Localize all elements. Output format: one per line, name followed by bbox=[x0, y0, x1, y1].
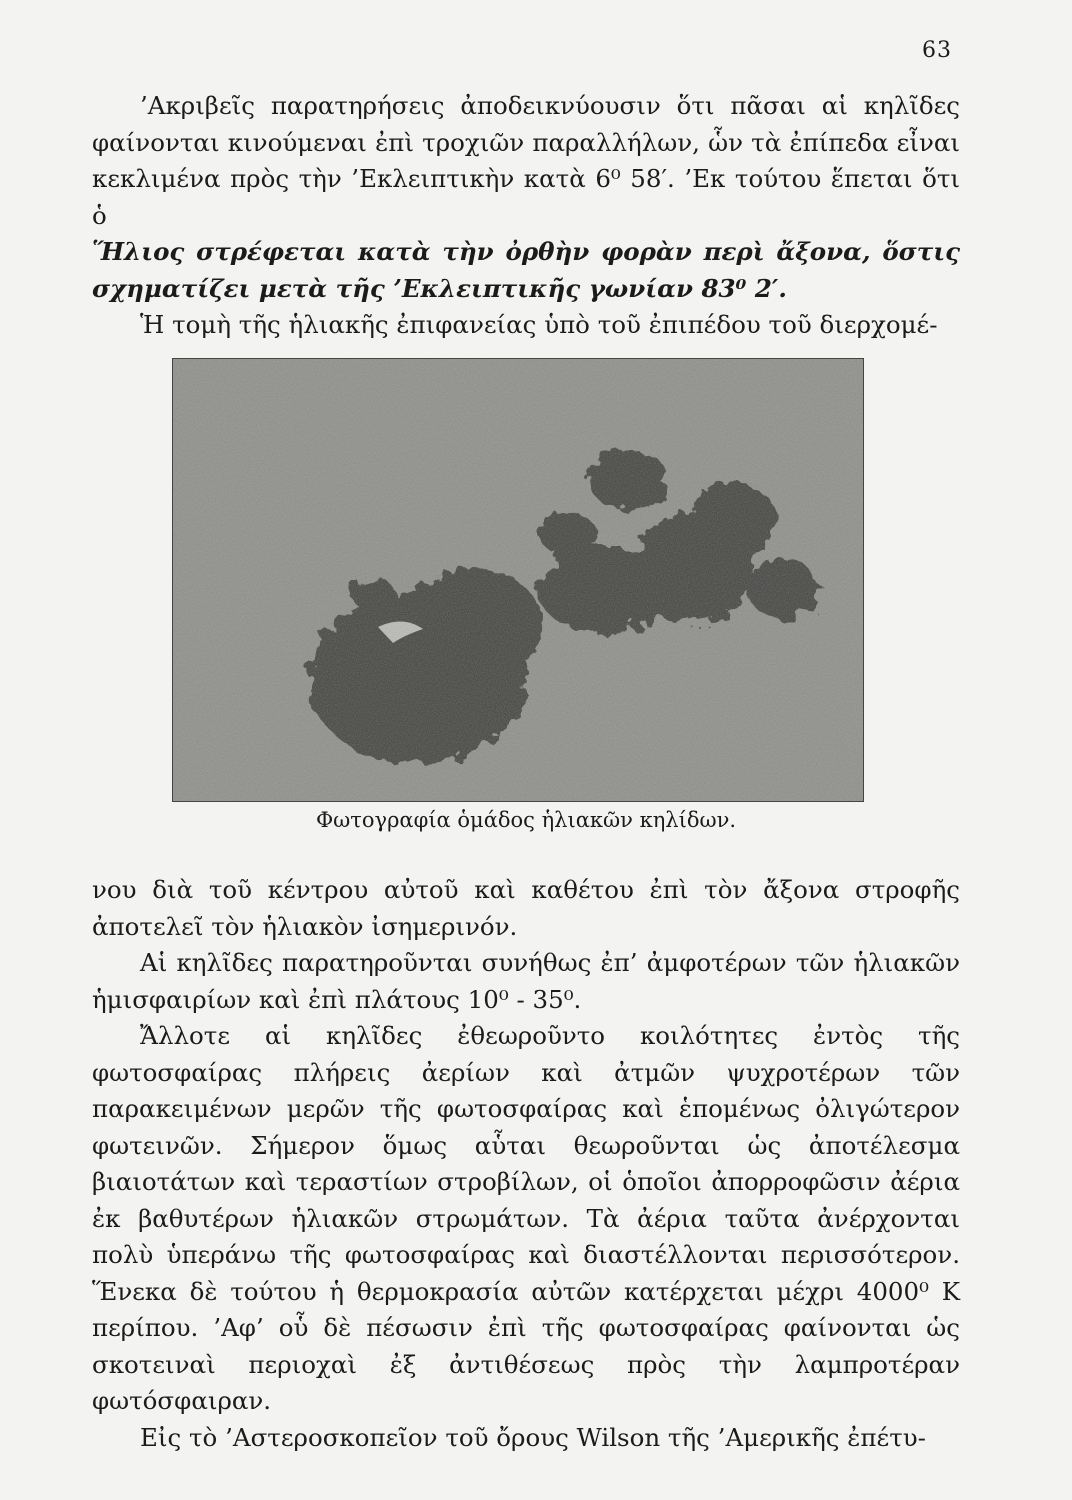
top-text-block bbox=[92, 88, 960, 344]
figure-caption: Φωτογραφία ὁμάδος ἡλιακῶν κηλίδων. bbox=[315, 808, 737, 832]
paragraph-solar-section: Ἡ τομὴ τῆς ἡλιακῆς ἐπιφανείας ὑπὸ τοῦ ἐπιπέδου τοῦ διερχομέ- bbox=[140, 310, 938, 339]
paragraph-sun-rotation: Ἥλιος στρέφεται κατὰ τὴν ὀρθὴν φορὰν περὶ ἄξονα, ὅστις σχηματίζει μετὰ τῆς ’Εκλειπτικῆς γωνίαν 83⁰ 2′. bbox=[92, 237, 960, 303]
sunspot-photo bbox=[172, 358, 864, 802]
page-number: 63 bbox=[922, 38, 952, 63]
paragraph-solar-equator: νου διὰ τοῦ κέντρου αὐτοῦ καὶ καθέτου ἐπὶ τὸν ἄξονα στροφῆς ἀποτελεῖ τὸν ἡλιακὸν ἰσημερινόν. bbox=[92, 875, 960, 941]
paragraph-theory: Ἄλλοτε αἱ κηλῖδες ἐθεωροῦντο κοιλότητες ἐντὸς τῆς φωτοσφαίρας πλήρεις ἀερίων καὶ ἀτμῶν ψυχροτέρων τῶν παρακειμένων μερῶν τῆς φωτοσφαίρας καὶ ἑπομένως ὀλιγώτερον φωτεινῶν. Σήμερον ὅμως αὗται θεωροῦνται ὡς ἀποτέλεσμα βιαιοτάτων καὶ τεραστίων στροβίλων, οἱ ὁποῖοι ἀπορροφῶσιν ἀέρια ἐκ βαθυτέρων ἡλιακῶν στρωμάτων. Τὰ ἀέρια ταῦτα ἀνέρχονται πολὺ ὑπεράνω τῆς φωτοσφαίρας καὶ διαστέλλονται περισσότερον. Ἕνεκα δὲ τούτου ἡ θερμοκρασία αὐτῶν κατέρχεται μέχρι 4000⁰ K περίπου. ’Αφ’ οὗ δὲ πέσωσιν ἐπὶ τῆς φωτοσφαίρας φαίνονται ὡς σκοτειναὶ περιοχαὶ ἐξ ἀντιθέσεως πρὸς τὴν λαμπροτέραν φωτόσφαιραν. bbox=[92, 1021, 960, 1415]
paragraph-observations: ’Ακριβεῖς παρατηρήσεις ἀποδεικνύουσιν ὅτι πᾶσαι αἱ κηλῖδες φαίνονται κινούμεναι ἐπὶ τροχιῶν παραλλήλων, ὧν τὰ ἐπίπεδα εἶναι κεκλιμένα πρὸς τὴν ’Εκλειπτικὴν κατὰ 6⁰ 58′. ’Εκ τούτου ἕπεται ὅτι ὁ bbox=[92, 91, 960, 230]
bottom-text-block bbox=[92, 872, 960, 1456]
paragraph-latitudes: Αἱ κηλῖδες παρατηροῦνται συνήθως ἐπ’ ἀμφοτέρων τῶν ἡλιακῶν ἡμισφαιρίων καὶ ἐπὶ πλάτους 10⁰ - 35⁰. bbox=[92, 948, 960, 1014]
paragraph-wilson: Εἰς τὸ ’Αστεροσκοπεῖον τοῦ ὄρους Wilson τῆς ’Αμερικῆς ἐπέτυ- bbox=[140, 1422, 926, 1452]
